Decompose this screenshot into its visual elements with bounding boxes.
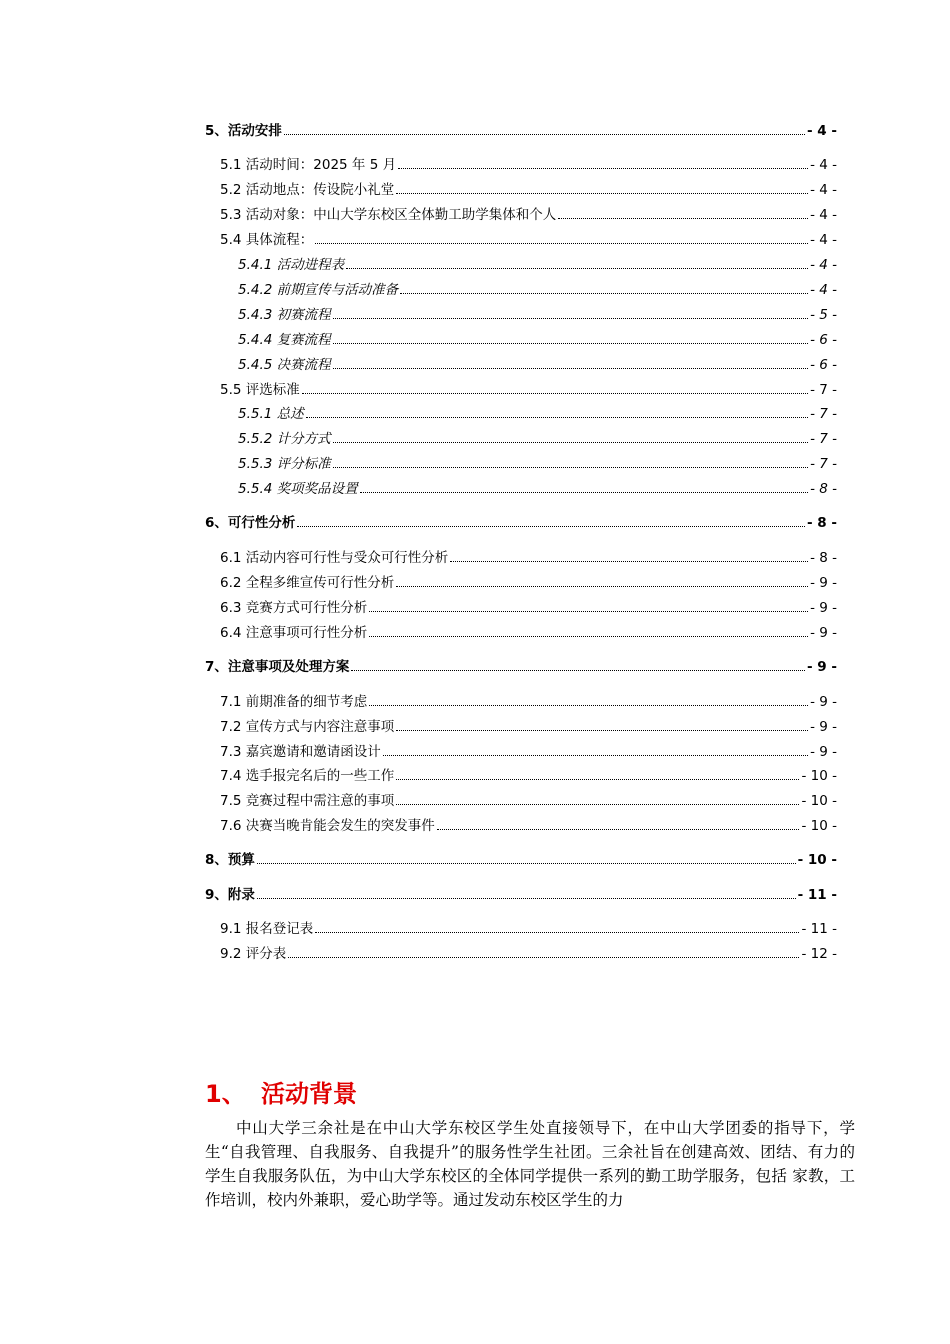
- toc-entry[interactable]: [238, 306, 837, 324]
- toc-entry-page: - 6 -: [810, 332, 837, 348]
- toc-entry-title: 5.5.1 总述: [238, 406, 304, 422]
- toc-dot-leader: [333, 466, 808, 468]
- section-title: 活动背景: [261, 1080, 357, 1108]
- toc-entry[interactable]: [220, 624, 837, 642]
- toc-entry[interactable]: [205, 851, 837, 869]
- toc-entry[interactable]: [220, 693, 837, 711]
- toc-entry-title: 5.5.2 计分方式: [238, 431, 331, 447]
- toc-dot-leader: [360, 491, 808, 493]
- toc-dot-leader: [351, 669, 805, 671]
- toc-dot-leader: [346, 267, 808, 269]
- toc-entry-title: 9.2 评分表: [220, 946, 287, 962]
- toc-entry-title: 6.3 竞赛方式可行性分析: [220, 600, 368, 616]
- toc-entry[interactable]: [220, 743, 837, 761]
- toc-entry-page: - 4 -: [810, 282, 837, 298]
- toc-dot-leader: [284, 133, 805, 135]
- toc-entry-page: - 4 -: [810, 157, 837, 173]
- toc-dot-leader: [333, 317, 808, 319]
- toc-entry[interactable]: [238, 256, 837, 274]
- toc-dot-leader: [558, 217, 808, 219]
- toc-entry-title: 5.4.2 前期宣传与活动准备: [238, 282, 399, 298]
- toc-entry[interactable]: [220, 945, 837, 963]
- toc-dot-leader: [396, 729, 808, 731]
- toc-entry[interactable]: [220, 181, 837, 199]
- toc-dot-leader: [396, 585, 808, 587]
- toc-dot-leader: [369, 704, 808, 706]
- toc-entry[interactable]: [205, 658, 837, 676]
- toc-dot-leader: [400, 292, 808, 294]
- toc-entry-page: - 4 -: [807, 123, 837, 139]
- toc-dot-leader: [369, 610, 808, 612]
- toc-entry-title: 7.2 宣传方式与内容注意事项: [220, 719, 395, 735]
- toc-entry[interactable]: [220, 206, 837, 224]
- toc-entry[interactable]: [205, 886, 837, 904]
- toc-entry-title: 7.6 决赛当晚肯能会发生的突发事件: [220, 818, 435, 834]
- toc-dot-leader: [333, 367, 808, 369]
- toc-entry[interactable]: [238, 455, 837, 473]
- toc-dot-leader: [396, 192, 808, 194]
- toc-entry-page: - 7 -: [810, 382, 837, 398]
- toc-entry-title: 5.4.3 初赛流程: [238, 307, 331, 323]
- toc-entry-page: - 4 -: [810, 257, 837, 273]
- toc-entry-page: - 9 -: [810, 575, 837, 591]
- toc-entry[interactable]: [220, 381, 837, 399]
- toc-entry-page: - 9 -: [807, 659, 837, 675]
- section-number: 1、: [205, 1080, 246, 1108]
- toc-entry-page: - 8 -: [810, 481, 837, 497]
- toc-entry-page: - 11 -: [797, 887, 837, 903]
- toc-entry-title: 7、注意事项及处理方案: [205, 659, 350, 675]
- toc-entry-title: 5.4.4 复赛流程: [238, 332, 331, 348]
- toc-entry-title: 5.5 评选标准: [220, 382, 300, 398]
- toc-dot-leader: [288, 956, 799, 958]
- toc-entry-title: 5.1 活动时间：2025 年 5 月: [220, 157, 397, 173]
- toc-entry-page: - 7 -: [810, 431, 837, 447]
- toc-entry-title: 5、活动安排: [205, 123, 282, 139]
- toc-entry-page: - 9 -: [810, 719, 837, 735]
- toc-entry[interactable]: [238, 480, 837, 498]
- toc-entry[interactable]: [205, 122, 837, 140]
- toc-entry[interactable]: [220, 231, 837, 249]
- toc-dot-leader: [450, 560, 808, 562]
- toc-dot-leader: [315, 242, 808, 244]
- toc-entry-title: 9、附录: [205, 887, 255, 903]
- toc-entry[interactable]: [220, 817, 837, 835]
- toc-entry-page: - 9 -: [810, 600, 837, 616]
- toc-entry[interactable]: [238, 430, 837, 448]
- toc-dot-leader: [369, 635, 808, 637]
- toc-entry[interactable]: [220, 156, 837, 174]
- toc-entry[interactable]: [220, 549, 837, 567]
- toc-entry[interactable]: [238, 331, 837, 349]
- section-body: [205, 1116, 855, 1212]
- toc-entry[interactable]: [220, 767, 837, 785]
- toc-entry-title: 9.1 报名登记表: [220, 921, 314, 937]
- toc-entry-page: - 9 -: [810, 744, 837, 760]
- toc-entry-title: 6.2 全程多维宣传可行性分析: [220, 575, 395, 591]
- toc-entry-page: - 10 -: [801, 768, 837, 784]
- toc-dot-leader: [398, 167, 808, 169]
- toc-dot-leader: [333, 441, 808, 443]
- toc-entry-page: - 11 -: [801, 921, 837, 937]
- toc-entry[interactable]: [238, 356, 837, 374]
- toc-entry-title: 6、可行性分析: [205, 515, 296, 531]
- toc-entry-title: 6.1 活动内容可行性与受众可行性分析: [220, 550, 449, 566]
- toc-entry-title: 7.3 嘉宾邀请和邀请函设计: [220, 744, 381, 760]
- toc-entry-page: - 9 -: [810, 625, 837, 641]
- toc-entry-page: - 5 -: [810, 307, 837, 323]
- toc-entry-title: 5.3 活动对象：中山大学东校区全体勤工助学集体和个人: [220, 207, 557, 223]
- toc-entry-page: - 8 -: [810, 550, 837, 566]
- toc-entry-title: 6.4 注意事项可行性分析: [220, 625, 368, 641]
- toc-dot-leader: [302, 392, 808, 394]
- toc-dot-leader: [333, 342, 808, 344]
- toc-entry-title: 5.4 具体流程：: [220, 232, 314, 248]
- toc-entry-page: - 10 -: [801, 818, 837, 834]
- toc-entry-page: - 8 -: [807, 515, 837, 531]
- toc-entry-title: 7.4 选手报完名后的一些工作: [220, 768, 395, 784]
- toc-entry-title: 5.2 活动地点：传设院小礼堂: [220, 182, 395, 198]
- toc-dot-leader: [383, 754, 808, 756]
- toc-entry-page: - 10 -: [797, 852, 837, 868]
- toc-entry-title: 7.1 前期准备的细节考虑: [220, 694, 368, 710]
- toc-entry-page: - 4 -: [810, 182, 837, 198]
- toc-entry-page: - 4 -: [810, 207, 837, 223]
- toc-entry-title: 5.5.3 评分标准: [238, 456, 331, 472]
- toc-entry-page: - 4 -: [810, 232, 837, 248]
- toc-entry-page: - 9 -: [810, 694, 837, 710]
- toc-entry[interactable]: [238, 405, 837, 423]
- toc-entry-title: 8、预算: [205, 852, 255, 868]
- toc-entry[interactable]: [220, 599, 837, 617]
- toc-entry-title: 5.5.4 奖项奖品设置: [238, 481, 358, 497]
- toc-entry-page: - 10 -: [801, 793, 837, 809]
- toc-entry[interactable]: [220, 792, 837, 810]
- toc-dot-leader: [297, 525, 805, 527]
- section-heading: [205, 1074, 357, 1109]
- toc-entry[interactable]: [205, 514, 837, 532]
- toc-entry-page: - 7 -: [810, 406, 837, 422]
- toc-entry-page: - 7 -: [810, 456, 837, 472]
- toc-dot-leader: [315, 931, 799, 933]
- toc-dot-leader: [257, 897, 796, 899]
- toc-entry[interactable]: [220, 920, 837, 938]
- toc-entry-page: - 12 -: [801, 946, 837, 962]
- toc-entry-title: 5.4.5 决赛流程: [238, 357, 331, 373]
- toc-entry[interactable]: [238, 281, 837, 299]
- toc-dot-leader: [257, 862, 796, 864]
- toc-dot-leader: [396, 778, 799, 780]
- toc-dot-leader: [437, 828, 800, 830]
- toc-entry[interactable]: [220, 718, 837, 736]
- toc-entry-title: 7.5 竞赛过程中需注意的事项: [220, 793, 395, 809]
- body-paragraph: 中山大学三余社是在中山大学东校区学生处直接领导下，在中山大学团委的指导下，学生“自我管理、自我服务、自我提升”的服务性学生社团。三余社旨在创建高效、团结、有力的学生自我服务队伍，为中山大学东校区的全体同学提供一系列的勤工助学服务，包括 家教，工作培训，校内外兼职，爱心助学等。通过发动东校区学生的力: [205, 1119, 855, 1209]
- toc-entry[interactable]: [220, 574, 837, 592]
- toc-entry-page: - 6 -: [810, 357, 837, 373]
- toc-entry-title: 5.4.1 活动进程表: [238, 257, 345, 273]
- toc-dot-leader: [306, 416, 808, 418]
- toc-dot-leader: [396, 803, 799, 805]
